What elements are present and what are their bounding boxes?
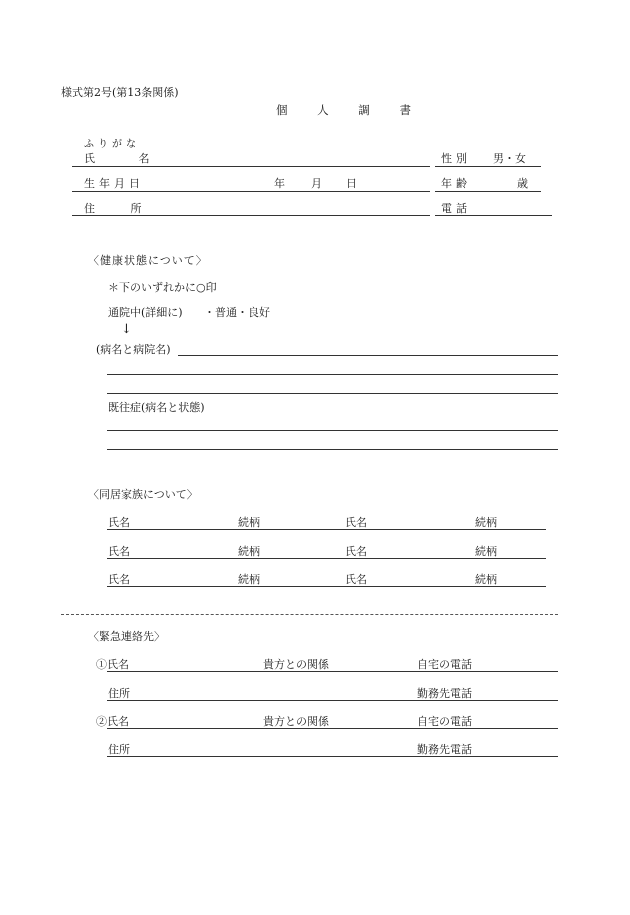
form-number: 様式第2号(第13条関係) bbox=[61, 86, 179, 99]
family-relation-label: 続柄 bbox=[238, 516, 260, 529]
birth-label: 生年月日 bbox=[84, 177, 144, 190]
family-name-label: 氏名 bbox=[108, 545, 130, 558]
family-relation-label: 続柄 bbox=[475, 545, 497, 558]
address-field[interactable] bbox=[72, 215, 430, 216]
age-field[interactable] bbox=[435, 191, 541, 192]
day-label: 日 bbox=[346, 177, 357, 190]
emergency-name-label: ②氏名 bbox=[96, 715, 129, 728]
family-name-label: 氏名 bbox=[345, 516, 367, 529]
family-name-label: 氏名 bbox=[108, 573, 130, 586]
family-relation-label: 続柄 bbox=[238, 573, 260, 586]
family-row-3-field[interactable] bbox=[107, 586, 546, 587]
phone-field[interactable] bbox=[435, 215, 552, 216]
option-normal[interactable]: ・普通・良好 bbox=[204, 306, 270, 319]
age-label: 年齢 bbox=[441, 177, 471, 190]
emergency-work-phone-label: 勤務先電話 bbox=[417, 743, 472, 756]
health-instruction: ＊下のいずれかに○印 bbox=[108, 281, 217, 294]
year-label: 年 bbox=[274, 177, 285, 190]
section-divider bbox=[61, 614, 558, 615]
gender-underline bbox=[435, 166, 541, 167]
month-label: 月 bbox=[311, 177, 322, 190]
family-relation-label: 続柄 bbox=[238, 545, 260, 558]
gender-label: 性別 bbox=[441, 152, 471, 165]
family-relation-label: 続柄 bbox=[475, 573, 497, 586]
emergency-2-name-field[interactable] bbox=[107, 728, 558, 729]
family-row-1-field[interactable] bbox=[107, 529, 546, 530]
disease-field[interactable] bbox=[178, 355, 558, 356]
name-label: 氏 名 bbox=[84, 152, 150, 165]
emergency-name-label: ①氏名 bbox=[96, 658, 129, 671]
emergency-address-label: 住所 bbox=[108, 687, 130, 700]
family-name-label: 氏名 bbox=[108, 516, 130, 529]
emergency-relation-label: 貴方との関係 bbox=[263, 715, 329, 728]
option-treatment[interactable]: 通院中(詳細に) bbox=[108, 306, 183, 319]
phone-label: 電話 bbox=[441, 202, 471, 215]
arrow-down-icon: ↓ bbox=[121, 322, 132, 337]
history-label: 既往症(病名と状態) bbox=[108, 401, 205, 414]
family-relation-label: 続柄 bbox=[475, 516, 497, 529]
disease-label: (病名と病院名) bbox=[96, 343, 171, 356]
emergency-1-address-field[interactable] bbox=[107, 700, 558, 701]
emergency-2-address-field[interactable] bbox=[107, 756, 558, 757]
emergency-work-phone-label: 勤務先電話 bbox=[417, 687, 472, 700]
address-label: 住 所 bbox=[84, 202, 142, 215]
emergency-heading: 〈緊急連絡先〉 bbox=[88, 630, 165, 643]
page-title: 個 人 調 書 bbox=[276, 103, 424, 117]
family-heading: 〈同居家族について〉 bbox=[88, 488, 198, 501]
family-name-label: 氏名 bbox=[345, 545, 367, 558]
gender-options[interactable]: 男・女 bbox=[493, 152, 526, 165]
age-unit: 歳 bbox=[517, 177, 528, 190]
disease-line-2[interactable] bbox=[107, 374, 558, 375]
health-heading: 〈健康状態について〉 bbox=[88, 254, 208, 267]
disease-line-3[interactable] bbox=[107, 393, 558, 394]
emergency-address-label: 住所 bbox=[108, 743, 130, 756]
emergency-relation-label: 貴方との関係 bbox=[263, 658, 329, 671]
emergency-home-phone-label: 自宅の電話 bbox=[417, 715, 472, 728]
emergency-1-name-field[interactable] bbox=[107, 671, 558, 672]
history-line-1[interactable] bbox=[107, 430, 558, 431]
name-field[interactable] bbox=[72, 166, 430, 167]
history-line-2[interactable] bbox=[107, 449, 558, 450]
family-row-2-field[interactable] bbox=[107, 558, 546, 559]
emergency-home-phone-label: 自宅の電話 bbox=[417, 658, 472, 671]
birth-field[interactable] bbox=[72, 191, 430, 192]
furigana-label: ふりがな bbox=[84, 139, 140, 150]
family-name-label: 氏名 bbox=[345, 573, 367, 586]
